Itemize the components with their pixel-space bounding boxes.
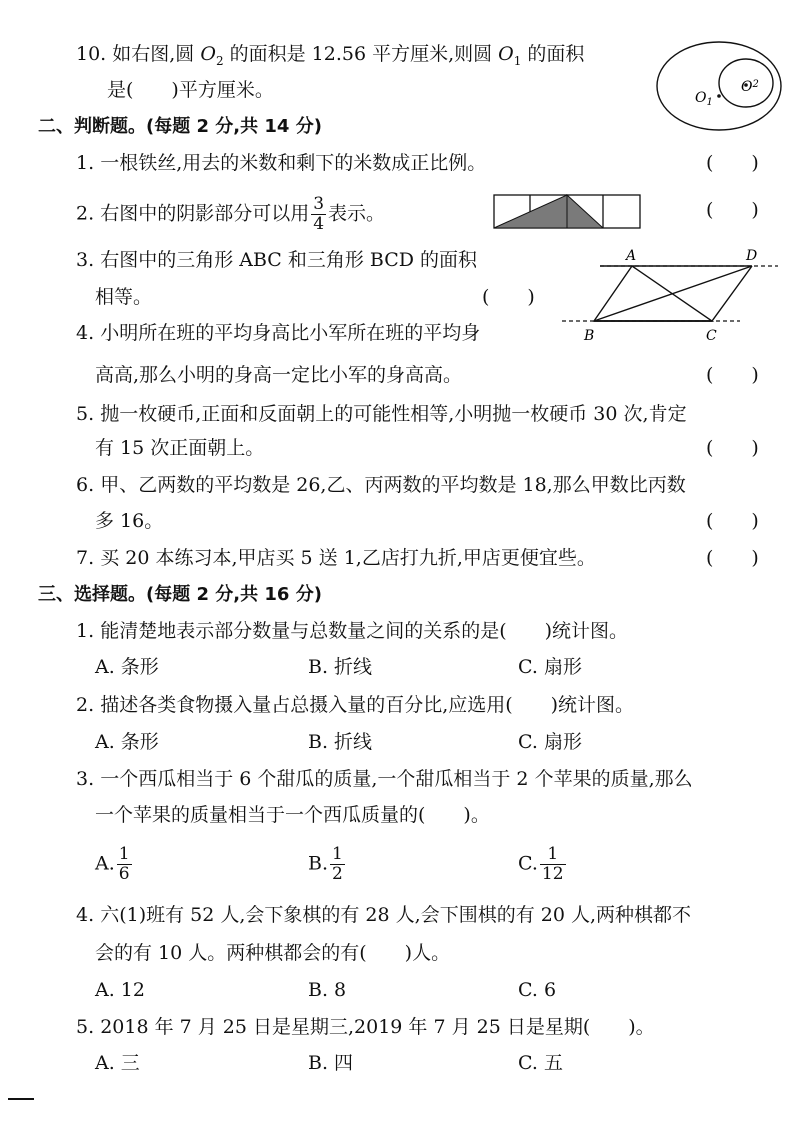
q10-line2: 是( )平方厘米。 — [107, 79, 274, 101]
s3-item4-num: 4. — [76, 904, 95, 926]
s3-item3-option-a[interactable] — [95, 846, 134, 883]
s3-item2-text: 描述各类食物摄入量占总摄入量的百分比,应选用( )统计图。 — [100, 694, 635, 716]
s3-item2-option-c[interactable]: C. 扇形 — [518, 731, 582, 753]
s3-item4-option-a[interactable]: A. 12 — [95, 979, 145, 1001]
section3-title: 三、选择题。(每题 2 分,共 16 分) — [38, 584, 322, 605]
q10-text-a: 如右图,圆 — [112, 43, 201, 65]
s3-item5-text: 2018 年 7 月 25 日是星期三,2019 年 7 月 25 日是星期( )。 — [100, 1016, 655, 1038]
triangle-bcd — [594, 266, 752, 321]
s3-item4-option-c[interactable]: C. 6 — [518, 979, 557, 1001]
q10-text-c: 的面积 — [521, 43, 585, 65]
page-corner-rule — [8, 1098, 34, 1100]
q10-line1 — [76, 41, 584, 74]
s3-item3-option-b-label: B. — [308, 852, 329, 875]
s3-item5-option-b[interactable]: B. 四 — [308, 1052, 354, 1074]
s3-item1-text: 能清楚地表示部分数量与总数量之间的关系的是( )统计图。 — [100, 620, 629, 642]
s3-item3-option-c[interactable] — [518, 846, 568, 883]
s2-item5-line1 — [76, 401, 687, 427]
s3-item2 — [76, 692, 634, 718]
s3-item2-option-a[interactable]: A. 条形 — [95, 731, 159, 753]
s3-item5-num: 5. — [76, 1016, 95, 1038]
s3-item3-line1 — [76, 766, 693, 792]
s3-item4-line2: 会的有 10 人。两种棋都会的有( )人。 — [95, 942, 451, 964]
s2-item4-text1: 小明所在班的平均身高比小军所在班的平均身 — [100, 322, 481, 344]
s2-item2-shaded-grid-figure — [493, 194, 643, 230]
s2-item6-line1 — [76, 472, 686, 498]
s2-item6-num: 6. — [76, 474, 95, 496]
s3-item2-option-b[interactable]: B. 折线 — [308, 731, 373, 753]
s3-item3-num: 3. — [76, 768, 95, 790]
q10-circles-figure — [655, 40, 783, 132]
fig-label-o2: $O^2$ — [741, 79, 759, 95]
s3-item3-option-c-label: C. — [518, 852, 538, 875]
s2-item2-fraction: $\frac{3}{4}$ — [313, 194, 325, 234]
q10-o1-sub: 1 — [513, 53, 522, 68]
s2-item6-line2: 多 16。 — [95, 510, 164, 532]
s2-item5-text1: 抛一枚硬币,正面和反面朝上的可能性相等,小明抛一枚硬币 30 次,肯定 — [100, 403, 687, 425]
q10-text-b: 的面积是 12.56 平方厘米,则圆 — [223, 43, 499, 65]
s3-item5 — [76, 1014, 655, 1040]
s2-item5-num: 5. — [76, 403, 95, 425]
s2-item1-text: 一根铁丝,用去的米数和剩下的米数成正比例。 — [100, 152, 487, 174]
s2-item2 — [76, 196, 385, 233]
label-b: B — [584, 328, 595, 344]
s2-item4-num: 4. — [76, 322, 95, 344]
s2-item6-text1: 甲、乙两数的平均数是 26,乙、丙两数的平均数是 18,那么甲数比丙数 — [100, 474, 686, 496]
label-c: C — [706, 328, 717, 344]
s2-item4-answer-blank[interactable]: ( ) — [706, 364, 759, 386]
shaded-triangle-right — [567, 195, 603, 228]
s3-item1-num: 1. — [76, 620, 95, 642]
q10-number: 10. — [76, 43, 107, 65]
s2-item5-line2: 有 15 次正面朝上。 — [95, 437, 265, 459]
s3-item4-option-b[interactable]: B. 8 — [308, 979, 347, 1001]
s2-item7-num: 7. — [76, 547, 95, 569]
s2-item7-text: 买 20 本练习本,甲店买 5 送 1,乙店打九折,甲店更便宜些。 — [100, 547, 596, 569]
s3-item3-option-a-label: A. — [95, 852, 115, 875]
s2-item2-text-b: 表示。 — [328, 202, 386, 225]
s2-item3-line2: 相等。 — [95, 286, 153, 308]
s2-item1 — [76, 150, 486, 176]
s3-item3-option-b[interactable] — [308, 846, 347, 883]
s3-item3-text1: 一个西瓜相当于 6 个甜瓜的质量,一个甜瓜相当于 2 个苹果的质量,那么 — [100, 768, 693, 790]
s3-item1-option-a[interactable]: A. 条形 — [95, 656, 159, 678]
s2-item4-line1 — [76, 320, 480, 346]
triangle-abc — [594, 266, 712, 321]
s3-item4-text1: 六(1)班有 52 人,会下象棋的有 28 人,会下围棋的有 20 人,两种棋都不 — [100, 904, 691, 926]
s3-item1-option-b[interactable]: B. 折线 — [308, 656, 373, 678]
s2-item2-num: 2. — [76, 202, 95, 225]
s2-item2-text-a: 右图中的阴影部分可以用 — [100, 202, 310, 225]
s2-item3-parallel-triangles-figure — [560, 244, 780, 344]
q10-o1: O — [498, 43, 514, 65]
s2-item3-text1: 右图中的三角形 ABC 和三角形 BCD 的面积 — [100, 249, 478, 271]
s2-item3-line1 — [76, 247, 477, 273]
section2-title: 二、判断题。(每题 2 分,共 14 分) — [38, 116, 322, 137]
s3-item3-option-c-fraction: $\frac{1}{12}$ — [541, 844, 564, 884]
s2-item4-line2: 高高,那么小明的身高一定比小军的身高高。 — [95, 364, 463, 386]
s3-item5-option-c[interactable]: C. 五 — [518, 1052, 563, 1074]
s2-item1-num: 1. — [76, 152, 95, 174]
label-a: A — [626, 248, 637, 264]
s3-item3-option-b-fraction: $\frac{1}{2}$ — [332, 844, 343, 884]
s2-item3-num: 3. — [76, 249, 95, 271]
s3-item1 — [76, 618, 628, 644]
s2-item5-answer-blank[interactable]: ( ) — [706, 437, 759, 459]
s2-item1-answer-blank[interactable]: ( ) — [706, 152, 759, 174]
s2-item7-answer-blank[interactable]: ( ) — [706, 547, 759, 569]
s3-item5-option-a[interactable]: A. 三 — [95, 1052, 140, 1074]
s3-item3-line2: 一个苹果的质量相当于一个西瓜质量的( )。 — [95, 804, 490, 826]
s2-item3-answer-blank[interactable]: ( ) — [482, 286, 535, 308]
s3-item4-line1 — [76, 902, 691, 928]
s3-item2-num: 2. — [76, 694, 95, 716]
q10-o2-sub: 2 — [215, 53, 224, 68]
center-o1-dot — [717, 94, 721, 98]
s2-item2-answer-blank[interactable]: ( ) — [706, 199, 759, 221]
label-d: D — [746, 248, 758, 264]
fig-label-o1: $O_1$ — [695, 90, 713, 108]
q10-o2: O — [200, 43, 216, 65]
s3-item1-option-c[interactable]: C. 扇形 — [518, 656, 582, 678]
s2-item7 — [76, 545, 596, 571]
s3-item3-option-a-fraction: $\frac{1}{6}$ — [118, 844, 130, 884]
s2-item6-answer-blank[interactable]: ( ) — [706, 510, 759, 532]
